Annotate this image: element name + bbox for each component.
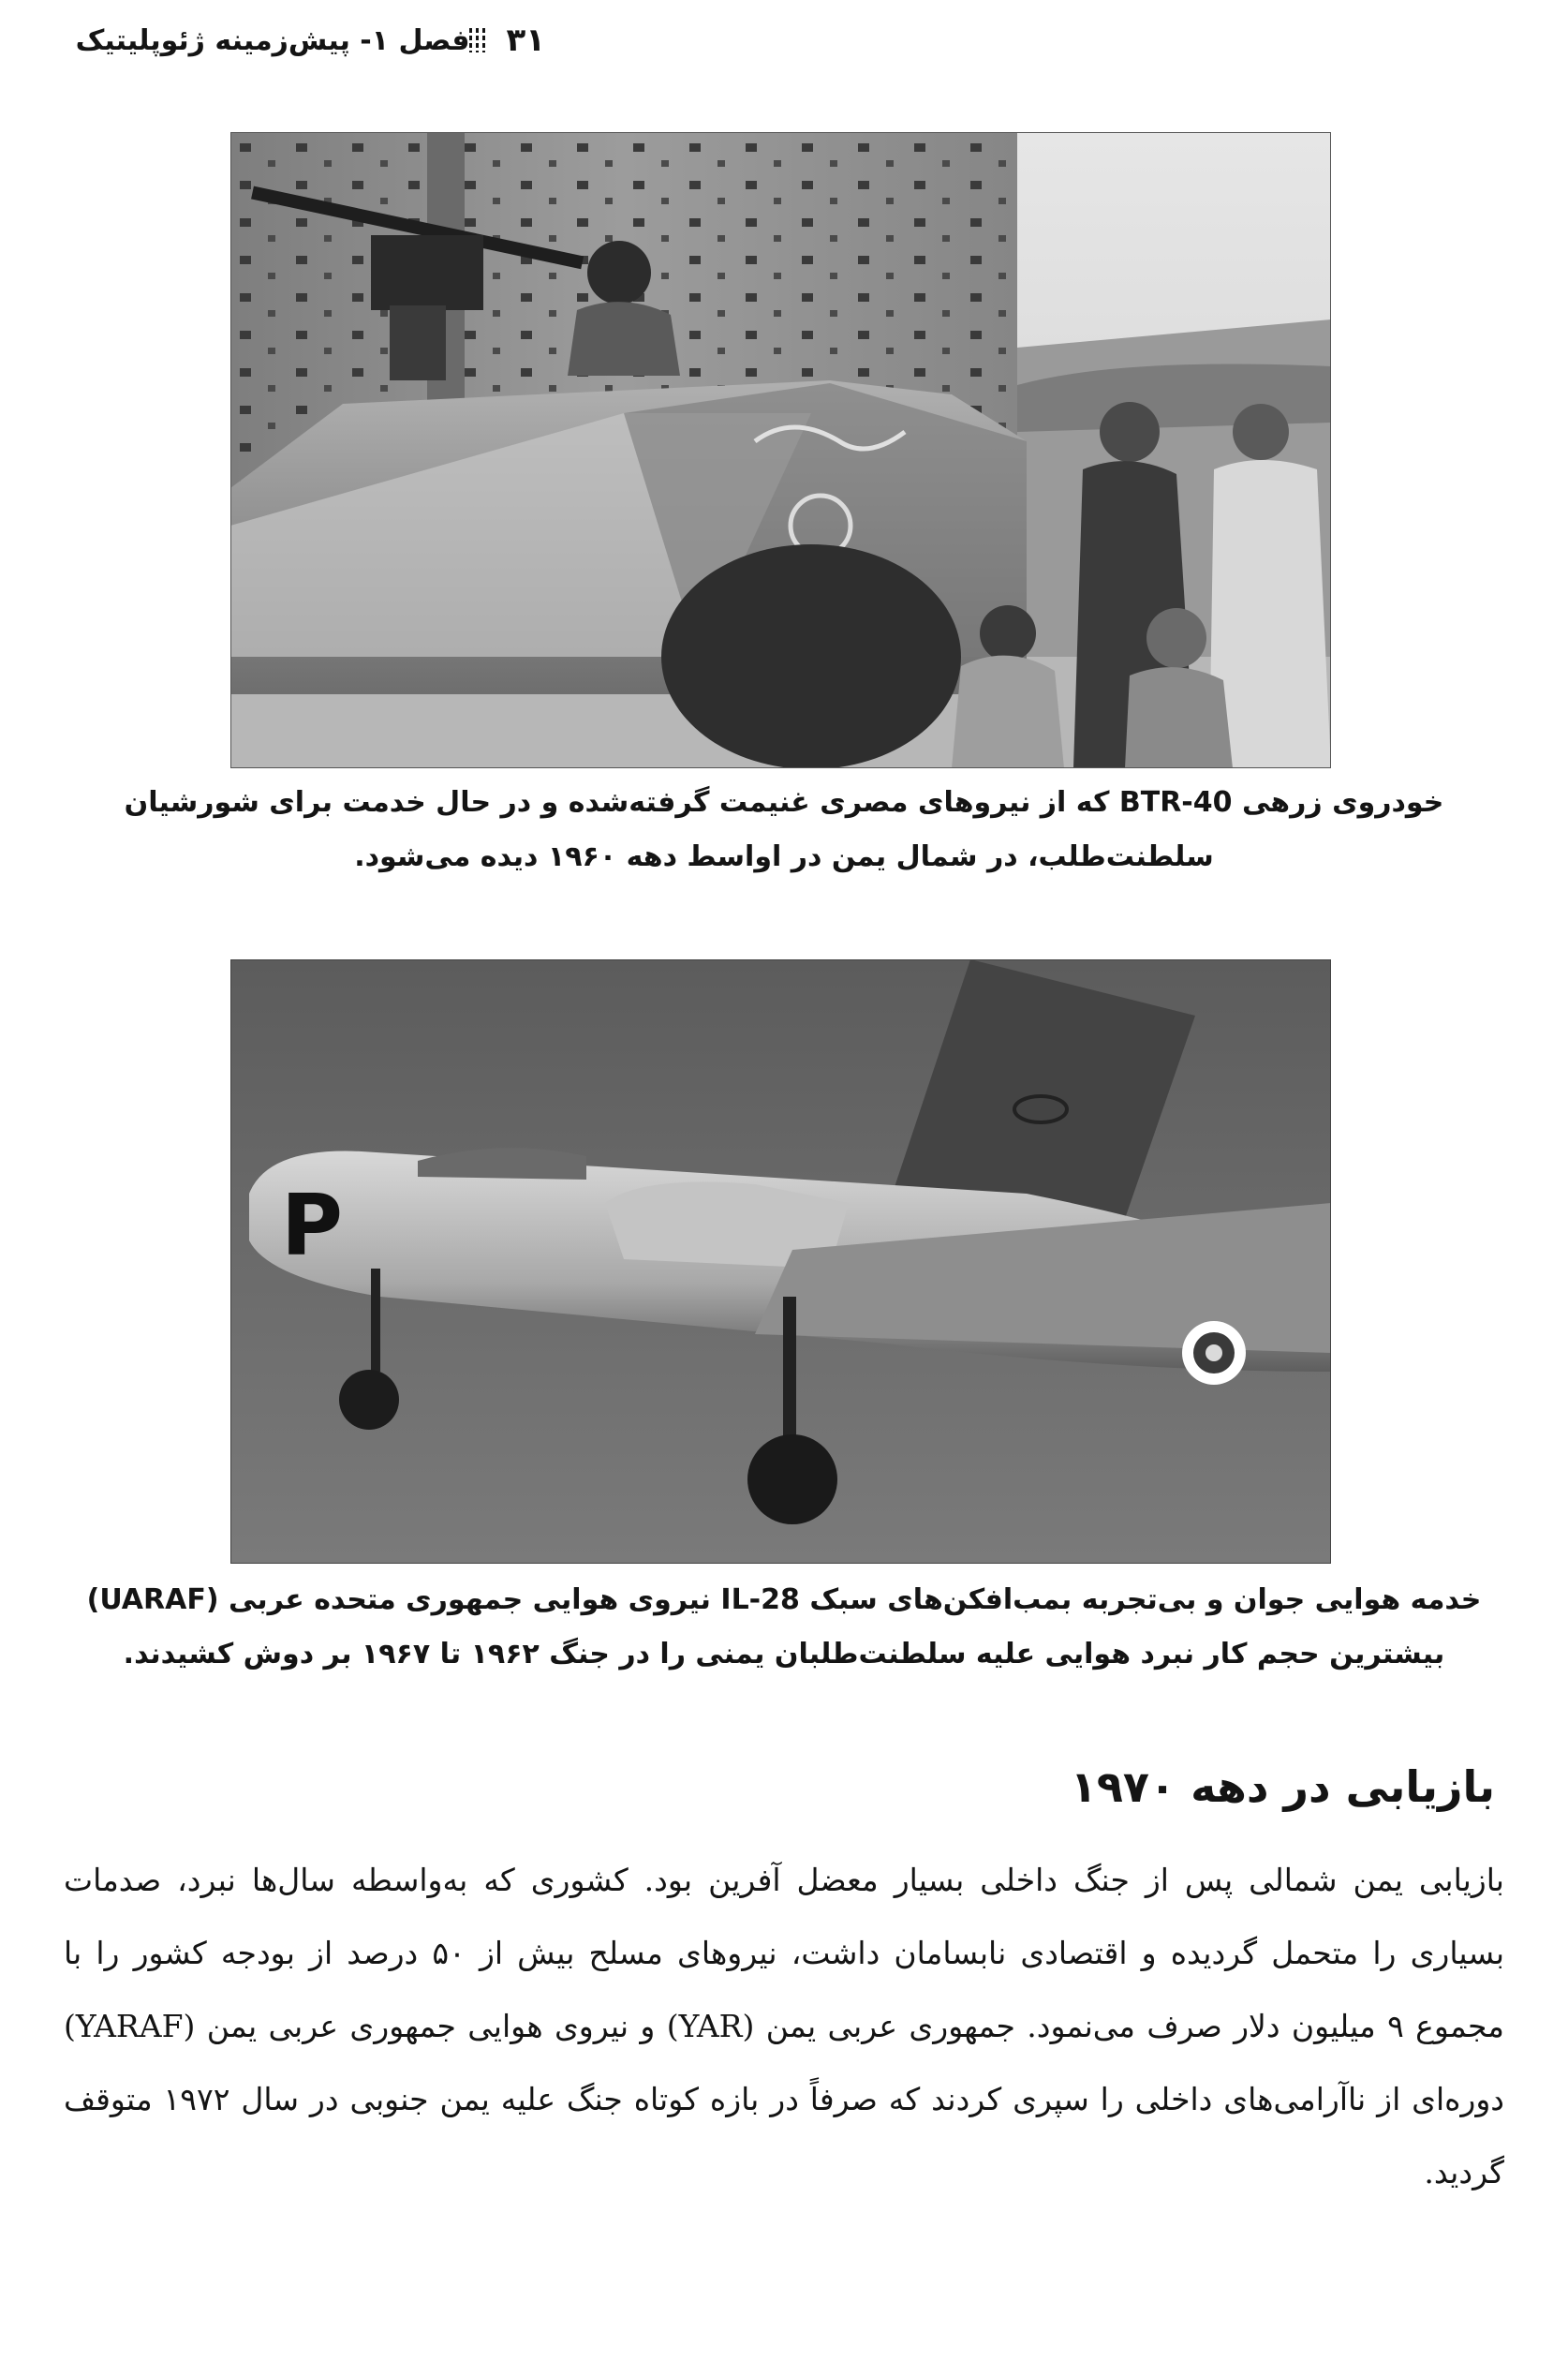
chapter-title: فصل ۱- پیش‌زمینه ژئوپلیتیک — [75, 23, 470, 57]
figure-caption-2: خدمه هوایی جوان و بی‌تجربه بمب‌افکن‌های سبک IL-28 نیروی هوایی جمهوری متحده عربی (UARAF) بیشترین حجم کار نبرد هوایی علیه سلطنت‌طلبان یمنی را در جنگ ۱۹۶۲ تا ۱۹۶۷ بر دوش کشیدند. — [86, 1583, 1482, 1671]
bomber-illustration — [230, 959, 1331, 1564]
figure-caption-1: خودروی زرهی BTR-40 که از نیروهای مصری غنیمت گرفته‌شده و در حال خدمت برای شورشیان سلطنت‌طلب، در شمال یمن در اواسط دهه ۱۹۶۰ دیده می‌شود. — [124, 786, 1444, 873]
section-heading: بازیابی در دهه ۱۹۷۰ — [1070, 1761, 1495, 1812]
armored-car-illustration — [230, 132, 1331, 768]
page-number: ۳۱ — [506, 22, 545, 59]
header-separator — [469, 26, 485, 54]
bomber-photo — [230, 959, 1331, 1564]
body-paragraph: بازیابی یمن شمالی پس از جنگ داخلی بسیار معضل آفرین بود. کشوری که به‌واسطه سال‌ها نبرد، صدمات بسیاری را متحمل گردیده و اقتصادی نابسامان داشت، نیروهای مسلح بیش از ۵۰ درصد از بودجه کشور را با مجموع ۹ میلیون دلار صرف می‌نمود. جمهوری عربی یمن (YAR) و نیروی هوایی جمهوری عربی یمن (YARAF) دوره‌ای از ناآرامی‌های داخلی را سپری کردند که صرفاً در بازه کوتاه جنگ علیه یمن جنوبی در سال ۱۹۷۲ متوقف گردید. — [64, 1862, 1504, 2190]
running-header — [64, 17, 570, 64]
armored-car-photo — [230, 132, 1331, 768]
aircraft-marking: P — [281, 1177, 343, 1275]
